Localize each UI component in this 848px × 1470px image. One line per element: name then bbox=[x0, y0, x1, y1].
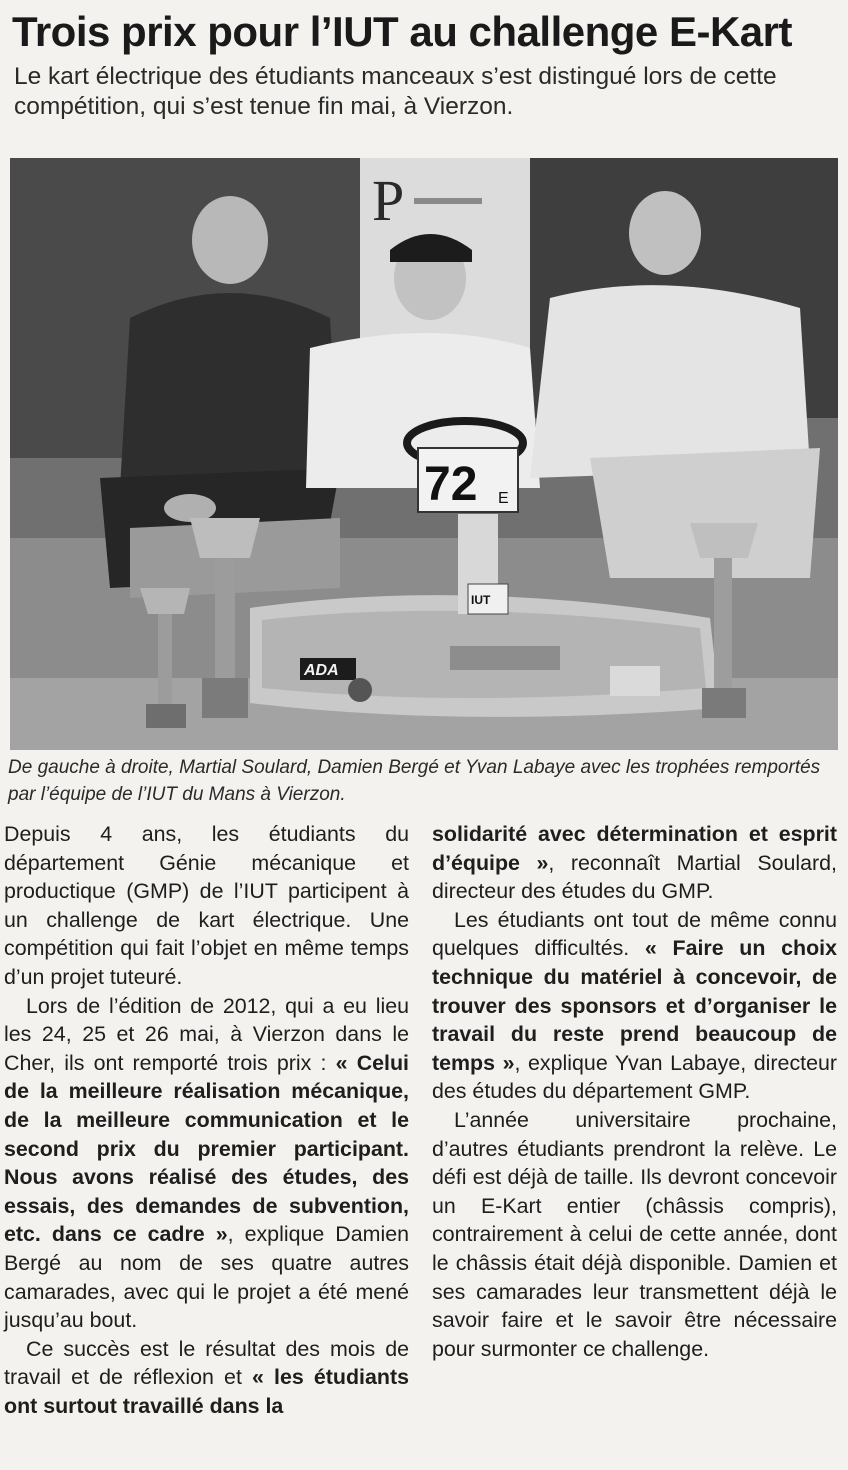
standfirst: Le kart électrique des étudiants manceaux s’est distingué lors de cette compétition, qui s’est tenue fin mai, à Vierzon. bbox=[14, 63, 777, 120]
sponsor-ada: ADA bbox=[304, 662, 339, 679]
sponsor-iut: IUT bbox=[471, 593, 491, 607]
article-column-right bbox=[432, 820, 837, 1363]
paragraph bbox=[4, 1335, 409, 1421]
paragraph-text: , explique Damien Bergé au nom de ses quatre autres camarades, avec qui le projet a été mené jusqu’au bout. bbox=[4, 1222, 409, 1333]
article-photo bbox=[10, 158, 838, 750]
paragraph-text: , reconnaît Martial Soulard, directeur des études du GMP. bbox=[432, 850, 837, 904]
headline: Trois prix pour l’IUT au challenge E-Kart bbox=[12, 8, 792, 55]
paragraph-text: Les étudiants ont tout de même connu quelques difficultés. bbox=[432, 907, 837, 961]
quote: « les étudiants ont surtout travaillé dans la bbox=[4, 1365, 409, 1418]
paragraph-text: Lors de l’édition de 2012, qui a eu lieu les 24, 25 et 26 mai, à Vierzon dans le Cher, ils ont remporté trois prix : bbox=[4, 993, 409, 1075]
paragraph-text: , explique Yvan Labaye, directeur des études du département GMP. bbox=[432, 1050, 838, 1104]
paragraph: Depuis 4 ans, les étudiants du département Génie mécanique et productique (GMP) de l’IUT participent à un challenge de kart électrique. Une compétition qui fait l’objet en même temps d’un projet tuteuré. bbox=[4, 822, 409, 989]
paragraph bbox=[4, 992, 409, 1335]
quote: solidarité avec détermination et esprit d’équipe » bbox=[432, 822, 837, 875]
paragraph bbox=[432, 820, 837, 906]
kart-number-suffix: E bbox=[498, 490, 509, 507]
quote: « Celui de la meilleure réalisation mécanique, de la meilleure communication et le second prix du premier participant. Nous avons réalisé des études, des essais, des demandes de subvention, etc. dans ce cadre » bbox=[4, 1050, 409, 1247]
quote: « Faire un choix technique du matériel à concevoir, de trouver des sponsors et d’organiser le travail du reste prend beaucoup de temps » bbox=[432, 936, 837, 1075]
paragraph: L’année universitaire prochaine, d’autres étudiants prendront la relève. Le défi est déjà de taille. Ils devront concevoir un E-Kart entier (châssis compris), contrairement à celui de cette année, dont le châssis était déjà disponible. Damien et ses camarades leur transmettent déjà le savoir faire et le savoir être nécessaire pour surmonter ce challenge. bbox=[432, 1107, 837, 1361]
photo-caption: De gauche à droite, Martial Soulard, Damien Bergé et Yvan Labaye avec les trophées remportés par l’équipe de l’IUT du Mans à Vierzon. bbox=[8, 757, 821, 805]
paragraph-text: Ce succès est le résultat des mois de travail et de réflexion et bbox=[4, 1336, 409, 1390]
kart-number: 72 bbox=[424, 458, 478, 511]
sign-letter: P bbox=[372, 168, 405, 233]
article-column-left bbox=[4, 820, 409, 1420]
paragraph bbox=[432, 906, 837, 1106]
